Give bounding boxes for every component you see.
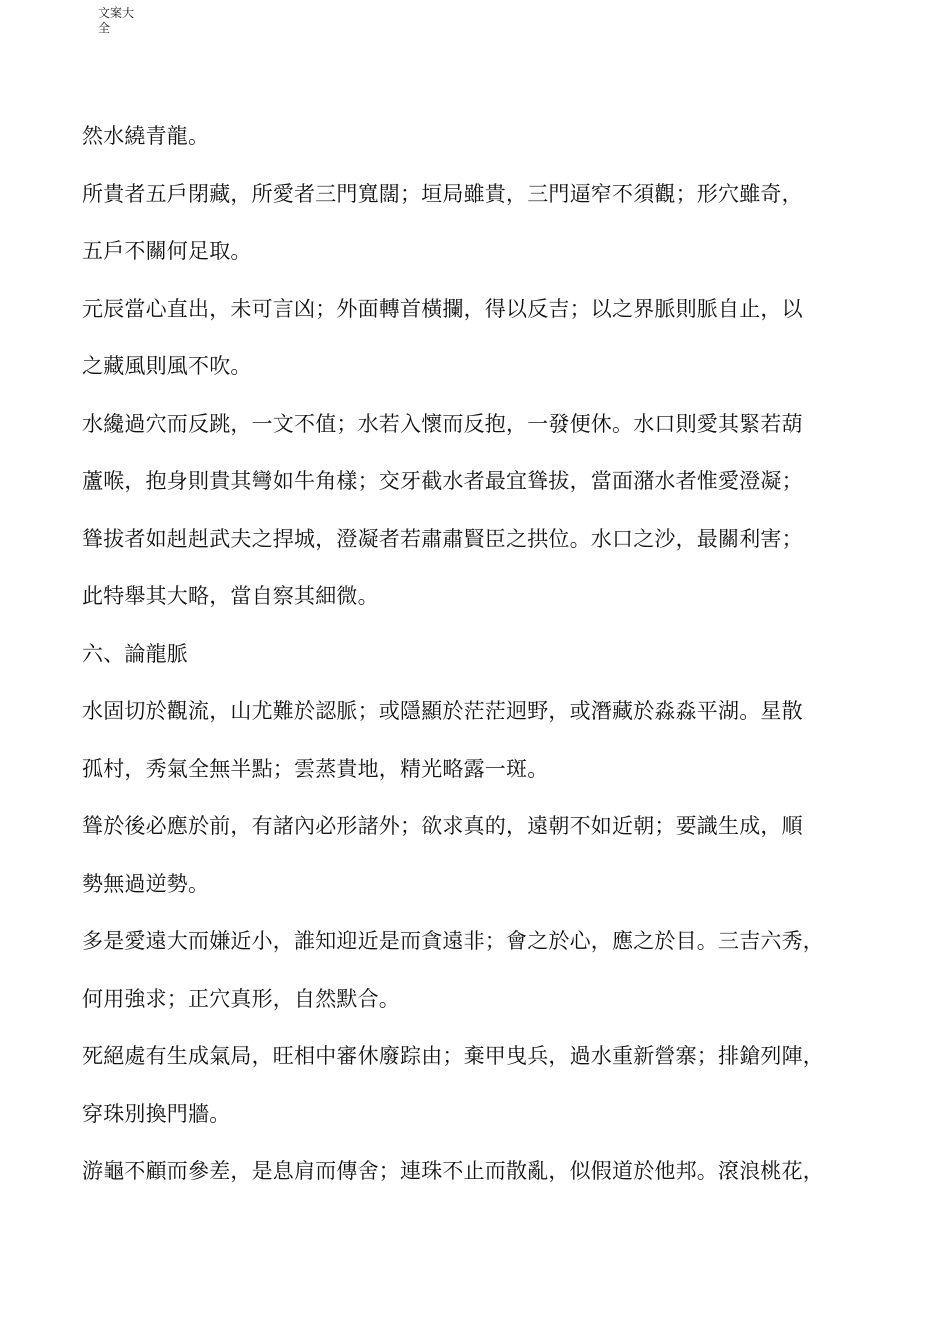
- paragraph: [82, 396, 872, 626]
- text-line: 何用強求；正穴真形，自然默合。: [82, 986, 400, 1011]
- text-line: 勢無過逆勢。: [82, 871, 210, 896]
- paragraph: [82, 913, 872, 1028]
- text-line: 之藏風則風不吹。: [82, 354, 252, 378]
- text-line: 然水繞青龍。: [82, 124, 210, 148]
- paragraph: [82, 1028, 872, 1143]
- page-header: [98, 6, 142, 36]
- text-line: 游龜不顧而參差，是息肩而傳舍；連珠不止而散亂，似假道於他邦。滾浪桃花，: [82, 1159, 824, 1183]
- paragraph: [82, 798, 872, 913]
- text-line: 穿珠別換門牆。: [82, 1101, 231, 1126]
- paragraph: [82, 281, 872, 396]
- text-line: 孤村，秀氣全無半點；雲蒸貴地，精光略露一斑。: [82, 756, 549, 781]
- paragraph: [82, 108, 872, 166]
- paragraph: [82, 166, 872, 281]
- paragraph: [82, 1143, 872, 1201]
- document-body: [82, 108, 872, 1201]
- text-line: 聳拔者如赳赳武夫之捍城，澄凝者若肅肅賢臣之拱位。水口之沙，最關利害；: [82, 526, 803, 551]
- text-line: 元辰當心直出，未可言凶；外面轉首橫攔，得以反吉；以之界脈則脈自止，以: [82, 296, 803, 321]
- text-line: 六、論龍脈: [82, 641, 188, 666]
- paragraph: [82, 683, 872, 798]
- text-line: 死絕處有生成氣局，旺相中審休廢踪由；棄甲曳兵，過水重新營寨；排鎗列陣，: [82, 1044, 824, 1068]
- text-line: 此特舉其大略，當自察其細微。: [82, 584, 379, 608]
- text-line: 蘆喉，抱身則貴其彎如牛角樣；交牙截水者最宜聳拔，當面潴水者惟愛澄凝；: [82, 469, 803, 493]
- text-line: 五戶不關何足取。: [82, 239, 252, 263]
- text-line: 水固切於觀流，山尤難於認脈；或隱顯於茫茫迥野，或潛藏於淼淼平湖。星散: [82, 699, 803, 723]
- text-line: 水纔過穴而反跳，一文不值；水若入懷而反抱，一發便休。水口則愛其緊若葫: [82, 411, 803, 436]
- header-title: 文案大全: [98, 6, 135, 35]
- text-line: 多是愛遠大而嫌近小，誰知迎近是而貪遠非；會之於心，應之於目。三吉六秀，: [82, 929, 824, 953]
- text-line: 聳於後必應於前，有諸內必形諸外；欲求真的，遠朝不如近朝；要識生成，順: [82, 814, 803, 838]
- text-line: 所貴者五戶閉藏，所愛者三門寬闊；垣局雖貴，三門逼窄不須觀；形穴雖奇，: [82, 181, 803, 206]
- section-heading: [82, 626, 872, 684]
